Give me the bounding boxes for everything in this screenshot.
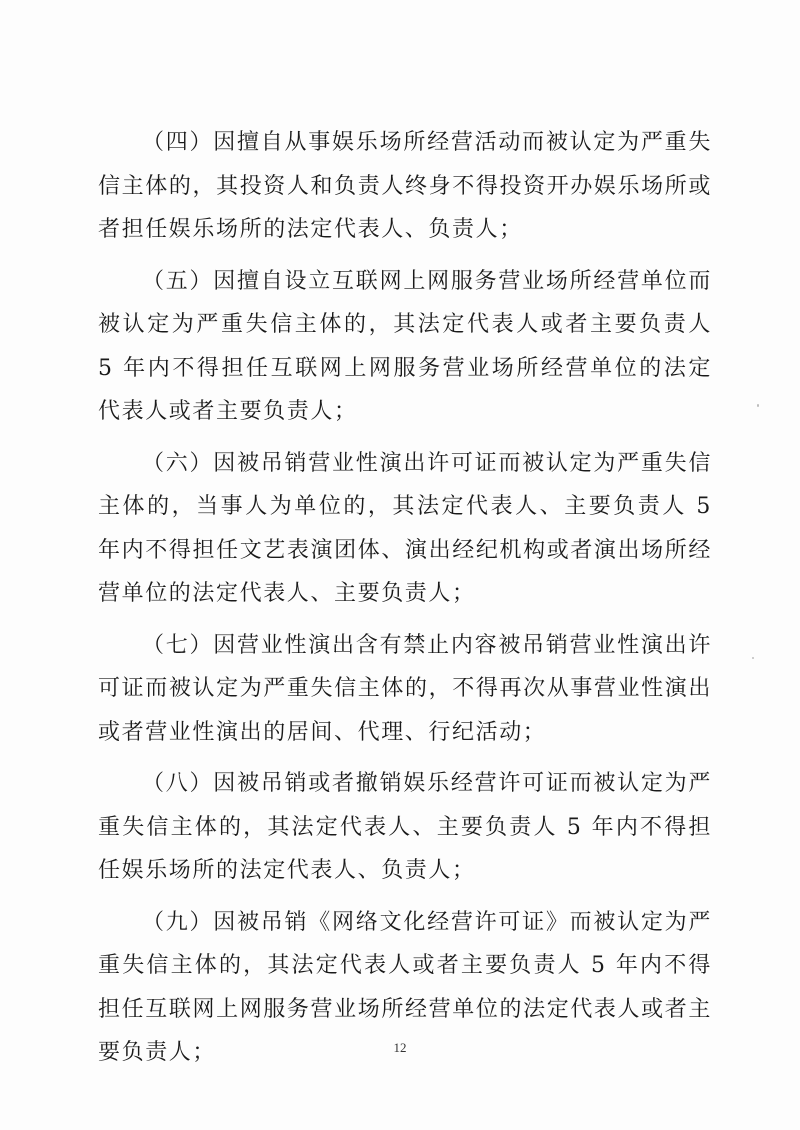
paragraph-clause-9: （九）因被吊销《网络文化经营许可证》而被认定为严重失信主体的，其法定代表人或者主要负责人 5 年内不得担任互联网上网服务营业场所经营单位的法定代表人或者主要负责人；: [98, 909, 712, 1065]
page-number: 12: [393, 1040, 407, 1055]
scan-speck: [752, 657, 754, 659]
paragraph-clause-4: （四）因擅自从事娱乐场所经营活动而被认定为严重失信主体的，其投资人和负责人终身不得投资开办娱乐场所或者担任娱乐场所的法定代表人、负责人；: [98, 130, 712, 242]
paragraph-clause-6: （六）因被吊销营业性演出许可证而被认定为严重失信主体的，当事人为单位的，其法定代表人、主要负责人 5 年内不得担任文艺表演团体、演出经纪机构或者演出场所经营单位的法定代表人、主要负责人；: [98, 450, 712, 606]
paragraph-clause-7: （七）因营业性演出含有禁止内容被吊销营业性演出许可证而被认定为严重失信主体的，不得再次从事营业性演出或者营业性演出的居间、代理、行纪活动；: [98, 632, 712, 745]
paragraph-clause-8: （八）因被吊销或者撤销娱乐经营许可证而被认定为严重失信主体的，其法定代表人、主要负责人 5 年内不得担任娱乐场所的法定代表人、负责人；: [98, 771, 712, 883]
body-text: [98, 121, 712, 1083]
scan-speck: [757, 404, 759, 407]
paragraph-clause-5: （五）因擅自设立互联网上网服务营业场所经营单位而被认定为严重失信主体的，其法定代表人或者主要负责人 5 年内不得担任互联网上网服务营业场所经营单位的法定代表人或者主要负责人；: [98, 268, 712, 424]
